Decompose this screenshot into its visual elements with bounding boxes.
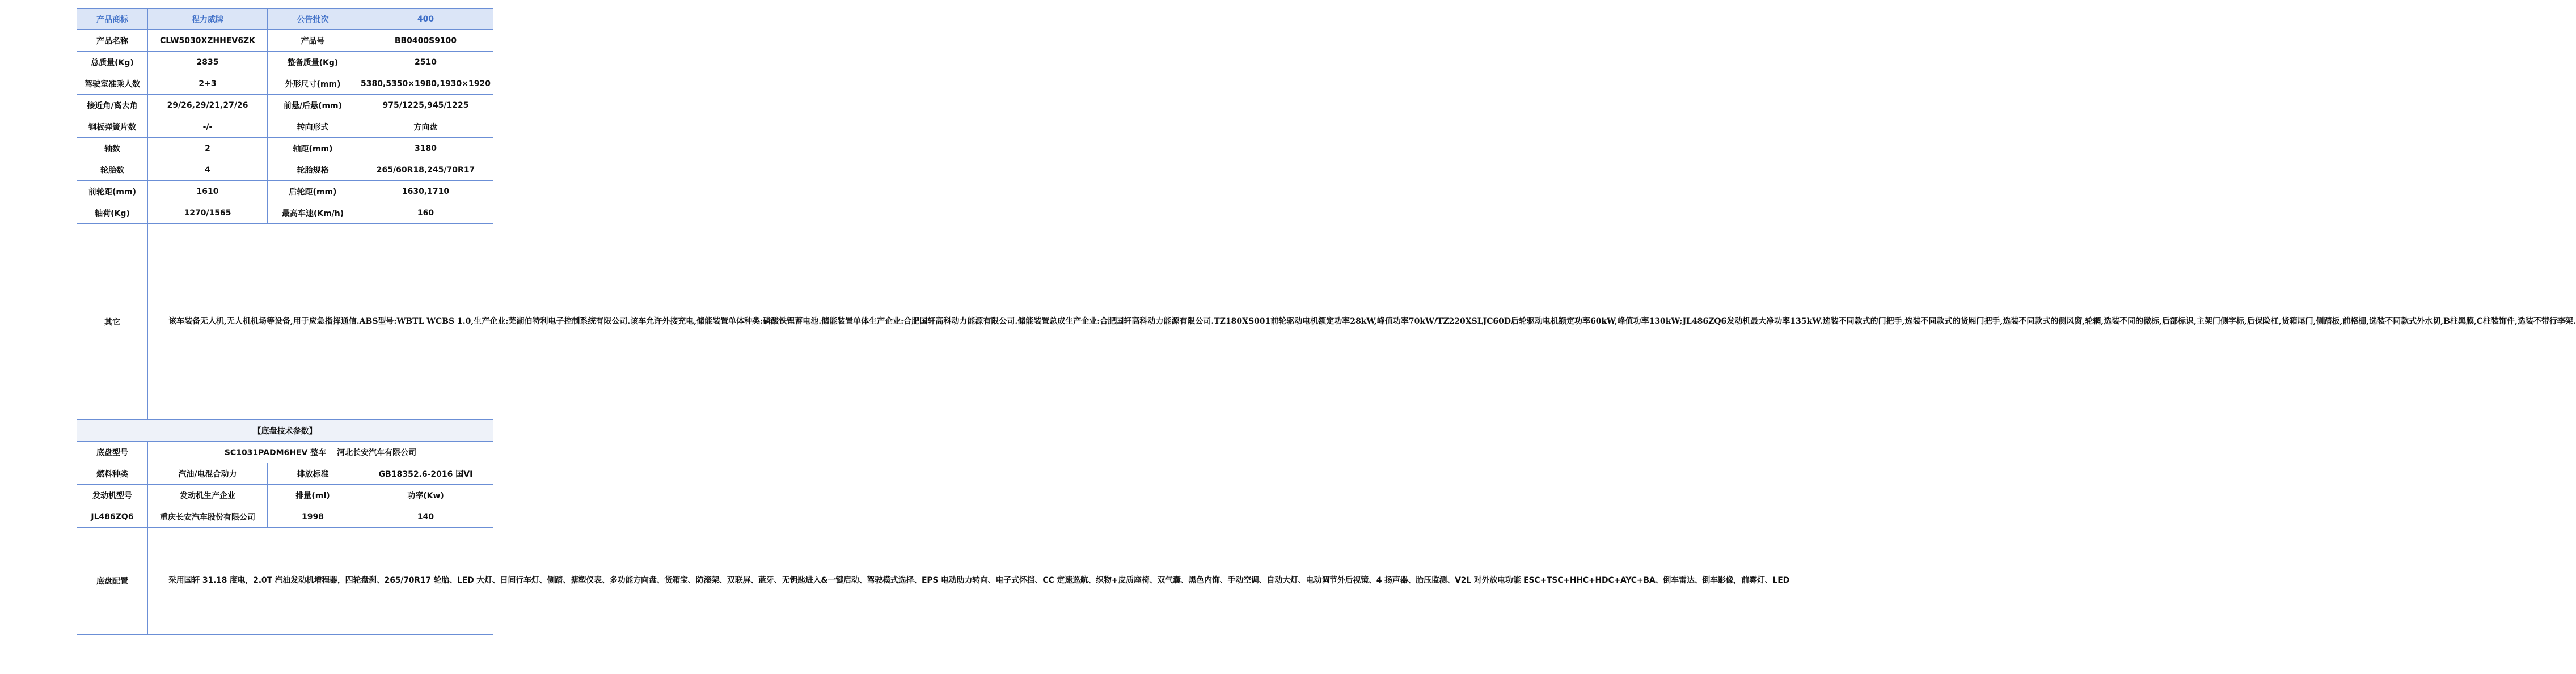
product-name-label: 产品名称 — [77, 30, 148, 52]
axle-load-label: 轴荷(Kg) — [77, 202, 148, 224]
batch-label: 公告批次 — [268, 9, 358, 30]
product-no-label: 产品号 — [268, 30, 358, 52]
table-row — [77, 30, 493, 52]
max-speed-label: 最高车速(Km/h) — [268, 202, 358, 224]
brand-value: 程力威牌 — [148, 9, 268, 30]
axles-value: 2 — [148, 138, 268, 159]
product-no-value: BB0400S9100 — [358, 30, 493, 52]
front-track-value: 1610 — [148, 181, 268, 202]
header-row — [77, 9, 493, 30]
engine-maker-value: 重庆长安汽车股份有限公司 — [148, 506, 268, 528]
table-row — [77, 506, 493, 528]
tire-spec-value: 265/60R18,245/70R17 — [358, 159, 493, 181]
steering-value: 方向盘 — [358, 116, 493, 138]
max-speed-value: 160 — [358, 202, 493, 224]
other-text-cell — [148, 224, 2576, 420]
emission-value: GB18352.6-2016 国VI — [358, 463, 493, 485]
leaf-springs-value: -/- — [148, 116, 268, 138]
steering-label: 转向形式 — [268, 116, 358, 138]
curb-mass-label: 整备质量(Kg) — [268, 52, 358, 73]
product-name-value: CLW5030XZHHEV6ZK — [148, 30, 268, 52]
gross-mass-label: 总质量(Kg) — [77, 52, 148, 73]
table-row — [77, 485, 493, 506]
engine-maker-label: 发动机生产企业 — [148, 485, 268, 506]
table-row — [77, 138, 493, 159]
wheelbase-value: 3180 — [358, 138, 493, 159]
axles-label: 轴数 — [77, 138, 148, 159]
other-label: 其它 — [77, 224, 148, 420]
displacement-label: 排量(ml) — [268, 485, 358, 506]
power-label: 功率(Kw) — [358, 485, 493, 506]
engine-model-value: JL486ZQ6 — [77, 506, 148, 528]
other-row — [77, 224, 493, 420]
leaf-springs-label: 钢板弹簧片数 — [77, 116, 148, 138]
tire-spec-label: 轮胎规格 — [268, 159, 358, 181]
fuel-value: 汽油/电混合动力 — [148, 463, 268, 485]
overhang-value: 975/1225,945/1225 — [358, 95, 493, 116]
table-row — [77, 181, 493, 202]
table-row — [77, 116, 493, 138]
table-row — [77, 73, 493, 95]
axle-load-value: 1270/1565 — [148, 202, 268, 224]
rear-track-label: 后轮距(mm) — [268, 181, 358, 202]
fuel-label: 燃料种类 — [77, 463, 148, 485]
cab-seats-label: 驾驶室准乘人数 — [77, 73, 148, 95]
power-value: 140 — [358, 506, 493, 528]
engine-model-label: 发动机型号 — [77, 485, 148, 506]
overhang-label: 前悬/后悬(mm) — [268, 95, 358, 116]
front-track-label: 前轮距(mm) — [77, 181, 148, 202]
tire-count-value: 4 — [148, 159, 268, 181]
cab-seats-value: 2+3 — [148, 73, 268, 95]
dimensions-value: 5380,5350×1980,1930×1920 — [358, 73, 493, 95]
table-row — [77, 159, 493, 181]
emission-label: 排放标准 — [268, 463, 358, 485]
chassis-model-label: 底盘型号 — [77, 442, 148, 463]
brand-label: 产品商标 — [77, 9, 148, 30]
chassis-section-row — [77, 420, 493, 442]
table-row — [77, 95, 493, 116]
table-row — [77, 463, 493, 485]
dimensions-label: 外形尺寸(mm) — [268, 73, 358, 95]
table-row — [77, 442, 493, 463]
gross-mass-value: 2835 — [148, 52, 268, 73]
config-row — [77, 528, 493, 635]
chassis-model-value: SC1031PADM6HEV 整车 河北长安汽车有限公司 — [148, 442, 493, 463]
chassis-section-title: 【底盘技术参数】 — [77, 420, 493, 442]
product-spec-table — [77, 8, 2576, 635]
config-label: 底盘配置 — [77, 528, 148, 635]
rear-track-value: 1630,1710 — [358, 181, 493, 202]
curb-mass-value: 2510 — [358, 52, 493, 73]
other-text: 该车装备无人机,无人机机场等设备,用于应急指挥通信.ABS型号:WBTL WCBS 1.0,生产企业:芜湖伯特利电子控制系统有限公司.该车允许外接充电,储能装置单体种类:磷酸铁锂蓄电池.储能装置单体生产企业:合肥国轩高科动力能源有限公司.储能装置总成生产企业:合肥国轩高科动力能源有限公司.TZ180XS001前轮驱动电机额定功率28kW,峰值功率70kW/TZ220XSLJC60D后轮驱动电机额定功率60kW,峰值功率130kW;JL486ZQ6发动机最大净功率135kW.选装不同款式的门把手,选装不同款式的货厢门把手,选装不同款式的侧风窗,轮辋,选装不同的微标,后部标识,主架门侧字标,后保险杠,货箱尾门,侧踏板,前格栅,选装不同款式外水切,B柱黑膜,C柱装饰件,选装不带行李架. — [168, 317, 2576, 327]
angles-label: 接近角/离去角 — [77, 95, 148, 116]
table-row — [77, 202, 493, 224]
config-text: 采用国轩 31.18 度电，2.0T 汽油发动机增程器，四轮盘刹、265/70R17 轮胎、LED 大灯、日间行车灯、侧踏、搪塑仪表、多功能方向盘、货箱宝、防滚架、双联屏、蓝牙、无钥匙进入&一键启动、驾驶模式选择、EPS 电动助力转向、电子式怀挡、CC 定速巡航、织物+皮质座椅、双气囊、黑色内饰、手动空调、自动大灯、电动调节外后视镜、4 扬声器、胎压监测、V2L 对外放电功能 ESC+TSC+HHC+HDC+AYC+BA、倒车雷达、倒车影像，前雾灯、LED — [168, 576, 1790, 586]
table-row — [77, 52, 493, 73]
wheelbase-label: 轴距(mm) — [268, 138, 358, 159]
batch-value: 400 — [358, 9, 493, 30]
config-text-cell — [148, 528, 1790, 635]
displacement-value: 1998 — [268, 506, 358, 528]
tire-count-label: 轮胎数 — [77, 159, 148, 181]
angles-value: 29/26,29/21,27/26 — [148, 95, 268, 116]
